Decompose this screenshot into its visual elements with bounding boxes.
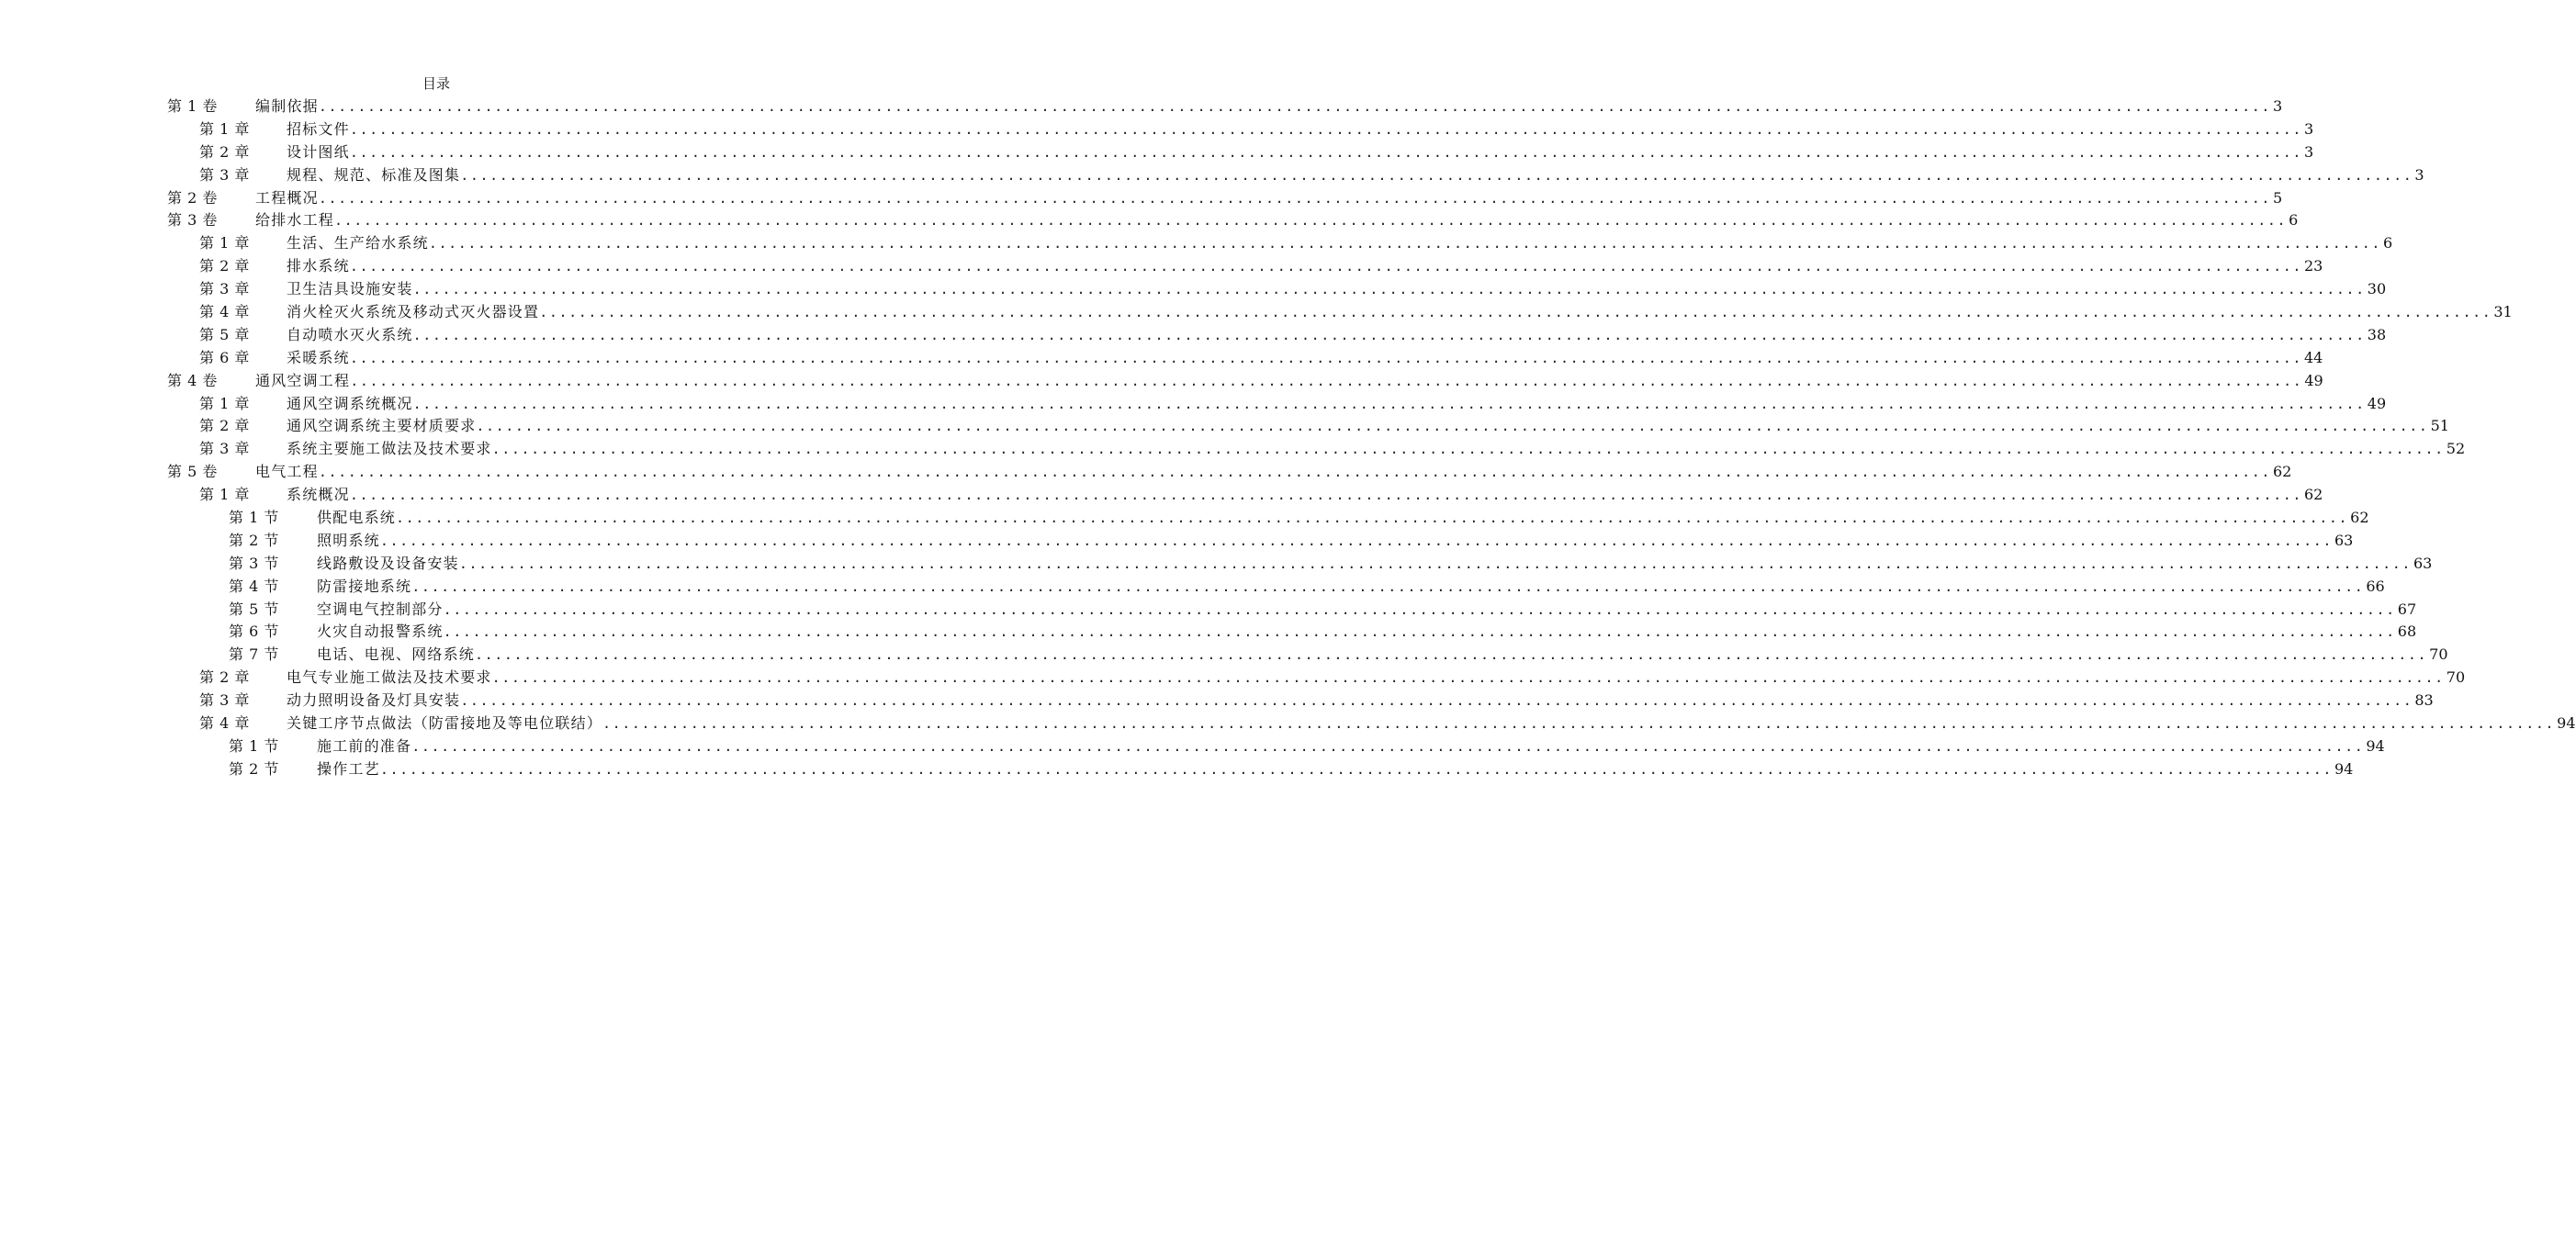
toc-leader-dots: ........................................................................................................................................................................................................ xyxy=(491,441,2445,458)
toc-entry-page-number: 94 xyxy=(2366,736,2385,755)
toc-entry-label: 第 3 章 xyxy=(199,440,250,458)
toc-entry-title: 施工前的准备 xyxy=(317,736,412,755)
toc-entry[interactable] xyxy=(0,209,2299,232)
toc-leader-dots: ........................................................................................................................................................................................................ xyxy=(443,623,2396,641)
toc-entry-title: 通风空调系统概况 xyxy=(287,394,413,412)
toc-entry-title: 规程、规范、标准及图集 xyxy=(287,165,461,184)
toc-leader-dots: ........................................................................................................................................................................................................ xyxy=(318,189,2271,207)
toc-entry[interactable] xyxy=(0,530,2354,553)
toc-entry-title: 线路敷设及设备安装 xyxy=(317,554,459,572)
toc-entry-page-number: 67 xyxy=(2397,600,2417,618)
toc-entry-page-number: 3 xyxy=(2303,142,2314,161)
toc-entry-page-number: 52 xyxy=(2446,440,2466,458)
toc-entry-page-number: 38 xyxy=(2367,325,2387,343)
toc-entry-title: 通风空调系统主要材质要求 xyxy=(287,417,477,435)
toc-entry-row xyxy=(287,301,2513,324)
toc-leader-dots: ........................................................................................................................................................................................................ xyxy=(349,487,2302,504)
toc-entry-label: 第 2 节 xyxy=(229,531,279,549)
toc-entry-title: 系统概况 xyxy=(287,486,350,504)
toc-entry-row xyxy=(287,415,2449,438)
toc-entry[interactable] xyxy=(0,95,2283,118)
toc-entry-title: 设计图纸 xyxy=(287,142,350,161)
toc-leader-dots: ........................................................................................................................................................................................................ xyxy=(396,510,2349,527)
toc-entry-row xyxy=(287,255,2323,278)
toc-entry-row xyxy=(287,141,2314,164)
toc-entry-row xyxy=(255,187,2283,210)
toc-entry-page-number: 94 xyxy=(2557,714,2576,733)
toc-entry-row xyxy=(287,347,2323,370)
toc-entry-title: 自动喷水灭火系统 xyxy=(287,325,413,343)
toc-entry-title: 给排水工程 xyxy=(255,211,335,230)
toc-entry[interactable] xyxy=(0,415,2449,438)
toc-entry-label: 第 4 章 xyxy=(199,303,250,321)
toc-entry[interactable] xyxy=(0,187,2283,210)
toc-leader-dots: ........................................................................................................................................................................................................ xyxy=(318,464,2271,481)
toc-entry-title: 采暖系统 xyxy=(287,348,350,366)
toc-leader-dots: ........................................................................................................................................................................................................ xyxy=(475,646,2428,664)
toc-entry-title: 供配电系统 xyxy=(317,509,397,527)
toc-leader-dots: ........................................................................................................................................................................................................ xyxy=(349,120,2302,138)
toc-entry[interactable] xyxy=(0,438,2466,461)
toc-entry[interactable] xyxy=(0,507,2369,530)
toc-entry-page-number: 62 xyxy=(2303,486,2323,504)
toc-entry-page-number: 49 xyxy=(2304,371,2323,389)
toc-entry-page-number: 3 xyxy=(2272,97,2283,115)
toc-entry-row xyxy=(287,484,2323,507)
toc-entry-row xyxy=(287,232,2393,255)
toc-entry[interactable] xyxy=(0,370,2323,393)
toc-entry-label: 第 1 章 xyxy=(199,119,250,138)
toc-entry[interactable] xyxy=(0,232,2393,255)
toc-entry-title: 操作工艺 xyxy=(317,759,380,778)
toc-entry-title: 消火栓灭火系统及移动式灭火器设置 xyxy=(287,303,540,321)
toc-entry-row xyxy=(287,118,2314,141)
toc-entry-title: 工程概况 xyxy=(255,188,319,207)
toc-entry-row xyxy=(317,507,2369,530)
toc-entry[interactable] xyxy=(0,118,2314,141)
toc-entry[interactable] xyxy=(0,735,2385,758)
toc-leader-dots: ........................................................................................................................................................................................................ xyxy=(443,600,2396,618)
table-of-contents xyxy=(0,95,2576,781)
toc-entry-label: 第 1 章 xyxy=(199,486,250,504)
toc-entry[interactable] xyxy=(0,393,2387,416)
toc-leader-dots: ........................................................................................................................................................................................................ xyxy=(460,692,2413,710)
toc-entry-page-number: 49 xyxy=(2367,394,2387,412)
toc-entry-page-number: 68 xyxy=(2397,623,2417,641)
toc-entry-title: 系统主要施工做法及技术要求 xyxy=(287,440,492,458)
toc-entry-title: 通风空调工程 xyxy=(255,371,351,389)
toc-entry-page-number: 83 xyxy=(2414,691,2434,710)
toc-leader-dots: ........................................................................................................................................................................................................ xyxy=(412,281,2366,298)
toc-entry-page-number: 63 xyxy=(2334,531,2354,549)
toc-entry[interactable] xyxy=(0,255,2323,278)
toc-entry-page-number: 6 xyxy=(2289,211,2299,230)
toc-entry-label: 第 7 节 xyxy=(229,645,279,664)
toc-entry-row xyxy=(287,164,2424,187)
toc-entry-label: 第 3 节 xyxy=(229,554,279,572)
toc-entry-page-number: 6 xyxy=(2382,234,2393,252)
toc-entry-label: 第 1 章 xyxy=(199,234,250,252)
toc-leader-dots: ........................................................................................................................................................................................................ xyxy=(379,532,2333,549)
toc-entry-page-number: 51 xyxy=(2430,417,2449,435)
toc-entry-page-number: 23 xyxy=(2303,257,2323,275)
toc-entry-title: 电气专业施工做法及技术要求 xyxy=(287,668,492,687)
toc-entry-title: 招标文件 xyxy=(287,119,350,138)
toc-entry-row xyxy=(287,324,2387,347)
toc-entry-page-number: 94 xyxy=(2334,759,2354,778)
toc-entry-label: 第 2 节 xyxy=(229,759,279,778)
toc-entry-title: 防雷接地系统 xyxy=(317,577,412,595)
toc-entry-label: 第 5 章 xyxy=(199,325,250,343)
toc-entry-row xyxy=(317,621,2417,644)
toc-entry-row xyxy=(255,209,2299,232)
toc-entry[interactable] xyxy=(0,621,2417,644)
toc-entry-page-number: 62 xyxy=(2272,463,2292,481)
toc-entry-label: 第 2 章 xyxy=(199,142,250,161)
toc-leader-dots: ........................................................................................................................................................................................................ xyxy=(411,737,2365,755)
toc-entry-title: 生活、生产给水系统 xyxy=(287,234,429,252)
toc-entry-title: 火灾自动报警系统 xyxy=(317,623,444,641)
toc-entry[interactable] xyxy=(0,347,2323,370)
toc-entry-page-number: 70 xyxy=(2446,668,2466,687)
toc-entry-label: 第 4 卷 xyxy=(167,371,218,389)
toc-entry-label: 第 1 章 xyxy=(199,394,250,412)
toc-entry-label: 第 1 节 xyxy=(229,509,279,527)
toc-entry-row xyxy=(317,530,2354,553)
toc-entry[interactable] xyxy=(0,644,2448,667)
toc-leader-dots: ........................................................................................................................................................................................................ xyxy=(539,304,2492,321)
toc-entry[interactable] xyxy=(0,461,2292,484)
toc-entry-row xyxy=(255,461,2292,484)
toc-entry-label: 第 4 章 xyxy=(199,714,250,733)
toc-entry-row xyxy=(317,644,2448,667)
toc-leader-dots: ........................................................................................................................................................................................................ xyxy=(349,258,2302,275)
toc-entry-label: 第 5 卷 xyxy=(167,463,218,481)
toc-entry-row xyxy=(317,735,2385,758)
toc-entry-row xyxy=(287,690,2434,712)
toc-entry-page-number: 31 xyxy=(2493,303,2513,321)
toc-leader-dots: ........................................................................................................................................................................................................ xyxy=(334,212,2288,230)
toc-entry-label: 第 1 卷 xyxy=(167,97,218,115)
toc-entry[interactable] xyxy=(0,690,2434,712)
toc-entry-page-number: 30 xyxy=(2367,280,2387,298)
toc-entry-page-number: 3 xyxy=(2414,165,2424,184)
toc-entry-title: 动力照明设备及灯具安装 xyxy=(287,691,461,710)
toc-entry-label: 第 2 章 xyxy=(199,257,250,275)
toc-entry-label: 第 3 章 xyxy=(199,691,250,710)
toc-entry-title: 电气工程 xyxy=(255,463,319,481)
toc-entry-row xyxy=(287,438,2466,461)
toc-leader-dots: ........................................................................................................................................................................................................ xyxy=(491,669,2445,687)
toc-leader-dots: ........................................................................................................................................................................................................ xyxy=(411,578,2365,595)
toc-entry[interactable] xyxy=(0,278,2387,301)
toc-entry-title: 空调电气控制部分 xyxy=(317,600,444,618)
toc-entry-row xyxy=(255,95,2283,118)
toc-entry-page-number: 5 xyxy=(2272,188,2283,207)
toc-entry[interactable] xyxy=(0,553,2433,576)
toc-leader-dots: ........................................................................................................................................................................................................ xyxy=(476,418,2429,435)
toc-entry-label: 第 3 章 xyxy=(199,280,250,298)
toc-entry[interactable] xyxy=(0,712,2576,735)
toc-entry[interactable] xyxy=(0,599,2417,622)
toc-entry-title: 编制依据 xyxy=(255,97,319,115)
toc-entry-page-number: 63 xyxy=(2413,554,2433,572)
toc-entry-title: 卫生洁具设施安装 xyxy=(287,280,413,298)
toc-entry[interactable] xyxy=(0,576,2385,599)
toc-leader-dots: ........................................................................................................................................................................................................ xyxy=(318,98,2271,115)
toc-leader-dots: ........................................................................................................................................................................................................ xyxy=(458,555,2412,572)
toc-entry-page-number: 44 xyxy=(2303,348,2323,366)
toc-title: 目录 xyxy=(422,75,450,92)
toc-entry-label: 第 4 节 xyxy=(229,577,279,595)
toc-entry[interactable] xyxy=(0,758,2354,781)
toc-leader-dots: ........................................................................................................................................................................................................ xyxy=(428,235,2381,252)
toc-leader-dots: ........................................................................................................................................................................................................ xyxy=(460,166,2413,184)
toc-entry-row xyxy=(317,553,2433,576)
toc-entry-label: 第 5 节 xyxy=(229,600,279,618)
toc-entry-label: 第 2 章 xyxy=(199,668,250,687)
toc-entry-row xyxy=(287,278,2387,301)
toc-leader-dots: ........................................................................................................................................................................................................ xyxy=(379,760,2333,778)
toc-entry[interactable] xyxy=(0,667,2466,690)
toc-entry-label: 第 3 卷 xyxy=(167,211,218,230)
toc-entry-label: 第 1 节 xyxy=(229,736,279,755)
toc-entry[interactable] xyxy=(0,324,2387,347)
toc-entry[interactable] xyxy=(0,141,2314,164)
toc-entry-label: 第 6 章 xyxy=(199,348,250,366)
toc-entry-row xyxy=(317,599,2417,622)
toc-entry-label: 第 2 卷 xyxy=(167,188,218,207)
toc-entry-label: 第 3 章 xyxy=(199,165,250,184)
toc-entry-row xyxy=(287,667,2466,690)
toc-entry-label: 第 2 章 xyxy=(199,417,250,435)
toc-entry-title: 电话、电视、网络系统 xyxy=(317,645,476,664)
toc-entry-row xyxy=(317,758,2354,781)
toc-entry-row xyxy=(287,393,2387,416)
toc-entry-page-number: 3 xyxy=(2303,119,2314,138)
toc-leader-dots: ........................................................................................................................................................................................................ xyxy=(412,326,2366,343)
toc-entry-title: 关键工序节点做法（防雷接地及等电位联结） xyxy=(287,714,603,733)
toc-entry-row xyxy=(255,370,2323,393)
toc-entry-title: 照明系统 xyxy=(317,531,380,549)
toc-entry-page-number: 66 xyxy=(2366,577,2385,595)
toc-leader-dots: ........................................................................................................................................................................................................ xyxy=(349,349,2302,366)
toc-entry-page-number: 70 xyxy=(2429,645,2448,664)
toc-entry-label: 第 6 节 xyxy=(229,623,279,641)
toc-entry[interactable] xyxy=(0,164,2424,187)
toc-leader-dots: ........................................................................................................................................................................................................ xyxy=(602,715,2556,733)
toc-entry-title: 排水系统 xyxy=(287,257,350,275)
toc-leader-dots: ........................................................................................................................................................................................................ xyxy=(412,395,2366,412)
toc-entry-row xyxy=(287,712,2576,735)
toc-leader-dots: ........................................................................................................................................................................................................ xyxy=(350,372,2303,389)
toc-entry-page-number: 62 xyxy=(2350,509,2369,527)
toc-leader-dots: ........................................................................................................................................................................................................ xyxy=(349,143,2302,161)
toc-entry[interactable] xyxy=(0,301,2513,324)
toc-entry-row xyxy=(317,576,2385,599)
toc-entry[interactable] xyxy=(0,484,2323,507)
